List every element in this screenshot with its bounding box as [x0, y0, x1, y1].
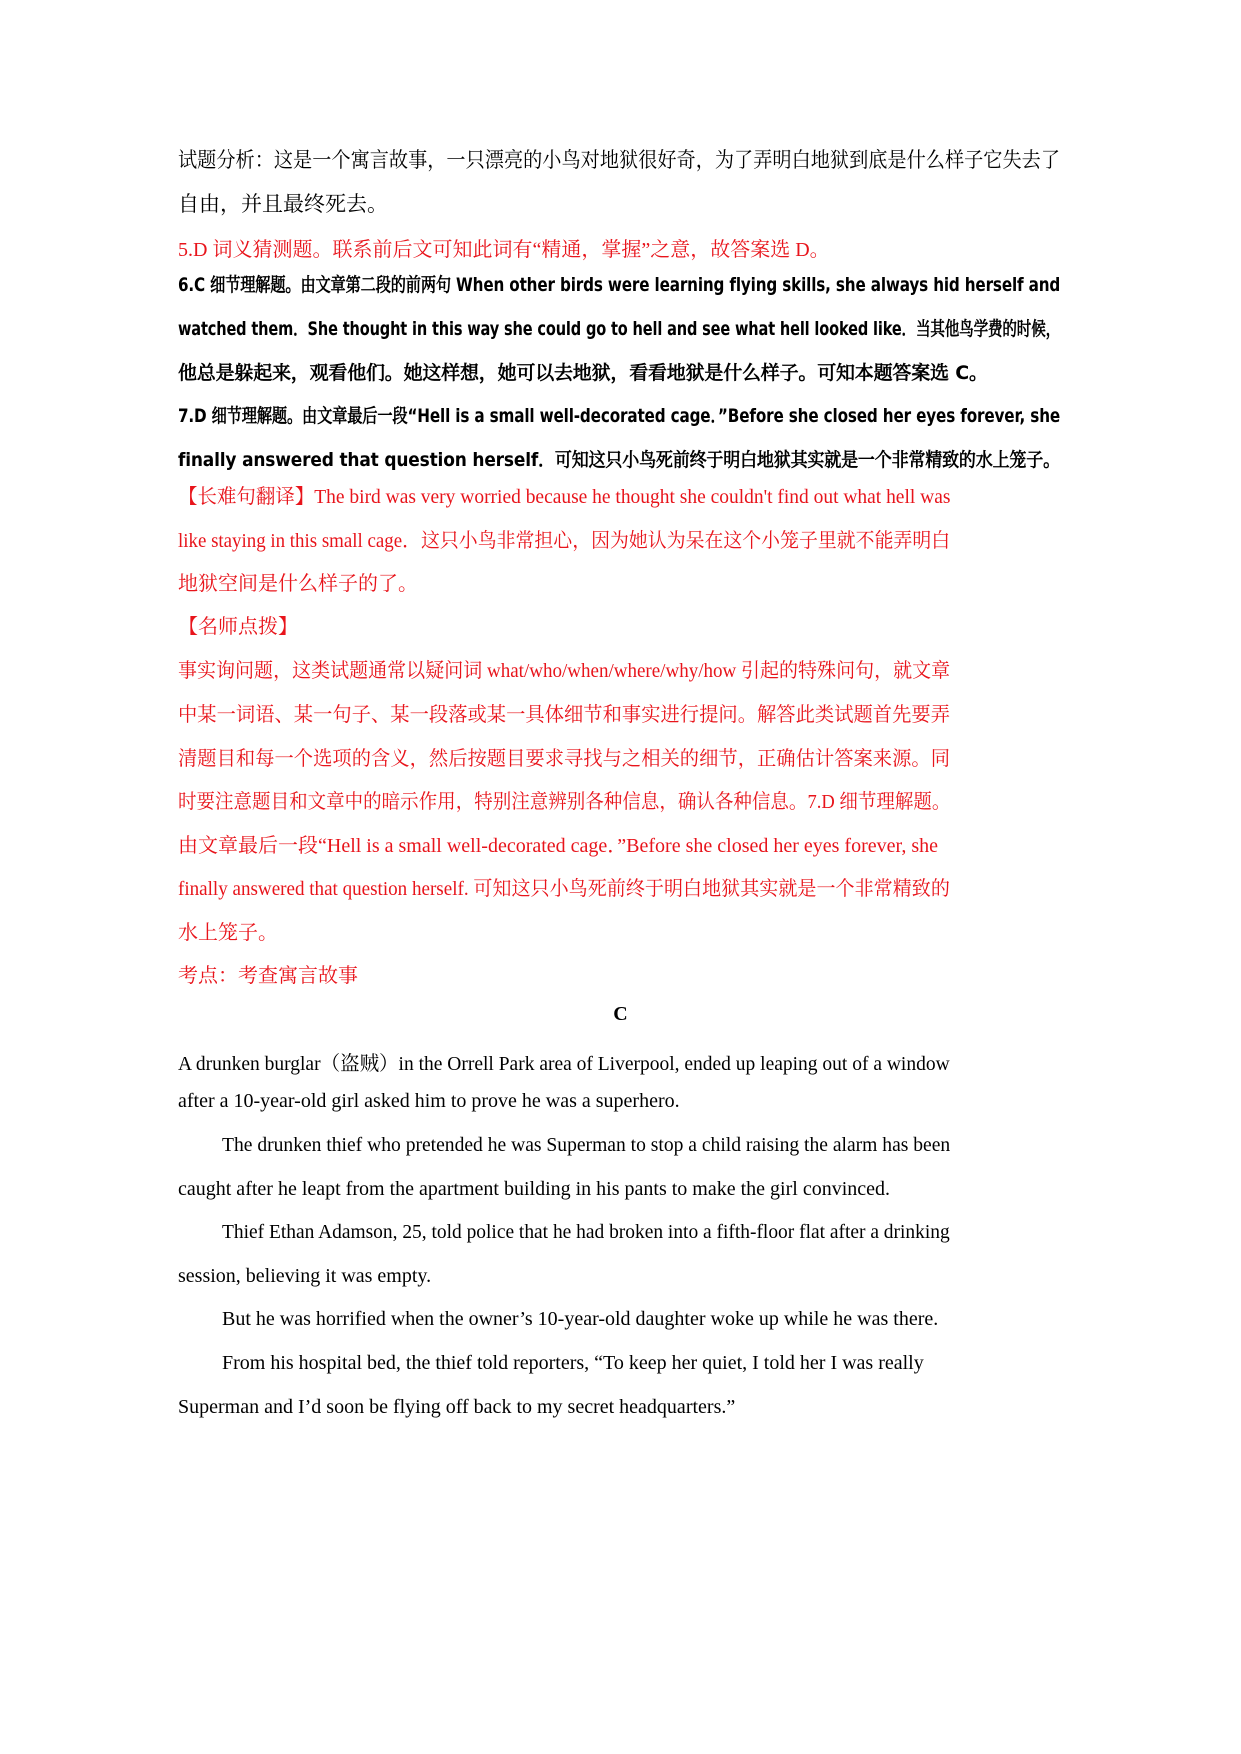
passage-p5-line-1: From his hospital bed, the thief told reporters, “To keep her quiet, I told her I was really — [222, 1352, 924, 1374]
passage-p3-line-2: session, believing it was empty. — [178, 1265, 432, 1287]
passage-p2-line-2: caught after he leapt from the apartment building in his pants to make the girl convinced. — [178, 1178, 891, 1200]
answer-q6-line-1: 6.C 细节理解题。由文章第二段的前两句 When other birds were learning flying skills, she always hid herself and — [178, 274, 1061, 296]
answer-q6-line-3: 他总是躲起来，观看他们。她这样想，她可以去地狱，看看地狱是什么样子。可知本题答案选 C。 — [178, 362, 988, 384]
answer-q7-line-1: 7.D 细节理解题。由文章最后一段“Hell is a small well-decorated cage．”Before she closed her eyes forever, she — [178, 405, 1061, 427]
passage-p4-line-1: But he was horrified when the owner’s 10-year-old daughter woke up while he was there. — [222, 1308, 939, 1330]
tips-line-4: 时要注意题目和文章中的暗示作用，特别注意辨别各种信息，确认各种信息。7.D 细节理解题。 — [178, 791, 951, 813]
tips-heading: 【名师点拨】 — [178, 616, 298, 638]
answer-q6-line-2: watched them．She thought in this way she could go to hell and see what hell looked like．当其他鸟学费的时候， — [178, 318, 1061, 340]
translation-line-3: 地狱空间是什么样子的了。 — [178, 573, 418, 595]
tips-line-6: finally answered that question herself. 可知这只小鸟死前终于明白地狱其实就是一个非常精致的 — [178, 878, 950, 900]
answer-q5: 5.D 词义猜测题。联系前后文可知此词有“精通，掌握”之意，故答案选 D。 — [178, 239, 830, 261]
tips-point: 考点：考查寓言故事 — [178, 965, 358, 987]
translation-line-2: like staying in this small cage．这只小鸟非常担心，因为她认为呆在这个小笼子里就不能弄明白 — [178, 530, 951, 552]
answer-q7-line-2: finally answered that question herself．可知这只小鸟死前终于明白地狱其实就是一个非常精致的水上笼子。 — [178, 449, 1060, 471]
passage-p1-line-2: after a 10-year-old girl asked him to prove he was a superhero. — [178, 1090, 680, 1112]
analysis-line-1: 试题分析：这是一个寓言故事，一只漂亮的小鸟对地狱很好奇，为了弄明白地狱到底是什么样子它失去了 — [178, 148, 1060, 172]
passage-p5-line-2: Superman and I’d soon be flying off back to my secret headquarters.” — [178, 1396, 736, 1418]
passage-p1-line-1: A drunken burglar（盗贼）in the Orrell Park area of Liverpool, ended up leaping out of a window — [178, 1053, 950, 1075]
passage-heading: C — [613, 1003, 628, 1025]
tips-line-5: 由文章最后一段“Hell is a small well-decorated cage．”Before she closed her eyes forever, she — [178, 835, 939, 857]
passage-p3-line-1: Thief Ethan Adamson, 25, told police that he had broken into a fifth-floor flat after a drinking — [222, 1221, 950, 1243]
tips-line-7: 水上笼子。 — [178, 922, 278, 944]
tips-line-3: 清题目和每一个选项的含义，然后按题目要求寻找与之相关的细节，正确估计答案来源。同 — [178, 748, 950, 770]
analysis-line-2: 自由，并且最终死去。 — [178, 192, 388, 216]
translation-line-1: 【长难句翻译】The bird was very worried because he thought she couldn't find out what hell was — [178, 486, 951, 508]
tips-line-2: 中某一词语、某一句子、某一段落或某一具体细节和事实进行提问。解答此类试题首先要弄 — [178, 704, 950, 726]
passage-p2-line-1: The drunken thief who pretended he was Superman to stop a child raising the alarm has been — [222, 1134, 951, 1156]
tips-line-1: 事实询问题，这类试题通常以疑问词 what/who/when/where/why/how 引起的特殊问句，就文章 — [178, 660, 951, 682]
